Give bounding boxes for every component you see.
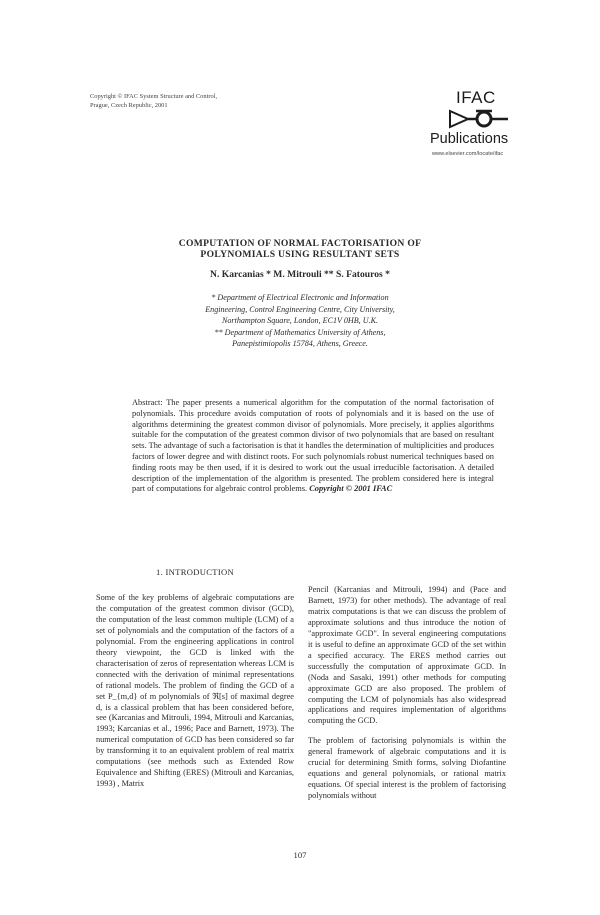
title-line-1: COMPUTATION OF NORMAL FACTORISATION OF (178, 238, 422, 249)
affiliation-line-3: Northampton Square, London, EC1V 0HB, U.K. (221, 316, 379, 326)
affiliation-line-2: Engineering, Control Engineering Centre, City University, (205, 304, 395, 314)
copyright-line-1: Copyright © IFAC System Structure and Control, (90, 93, 218, 100)
affiliation-line-1: * Department of Electrical Electronic and Information (211, 293, 389, 302)
abstract-copyright: Copyright © 2001 IFAC (309, 484, 393, 494)
intro-paragraph-1: Some of the key problems of algebraic computations are the computation of the greatest common divisor (GCD), the computation of the least common multiple (LCM) of a set of polynomials and the computation of the factors of a polynomial. From the engineering applications in control theory viewpoint, the GCD is linked with the characterisation of zeros of representation whereas LCM is connected with the derivation of minimal representations of rational models. The problem of finding the GCD of a set P_{m,d} of m polynomials of ℜ[s] of maximal degree d, is a classical problem that has been considered before, see (Karcanias and Mitrouli, 1994, Mitrouli and Karcanias, 1993; Karcanias et al., 1996; Pace and Barnett, 1973). The numerical computation of GCD has been considered so far by transforming it to an equivalent problem of real matrix computations (see methods such as Extended Row Equivalence and Shifting (ERES) (Mitrouli and Karcanias, 1993) , Matrix (96, 593, 294, 789)
section-heading-introduction: 1. INTRODUCTION (155, 567, 235, 577)
ifac-symbol-icon (448, 107, 510, 131)
affiliations (150, 292, 450, 350)
copyright-notice (90, 93, 290, 110)
logo-publications-text: Publications (430, 131, 509, 147)
logo-ifac-text: IFAC (456, 88, 496, 107)
affiliation-line-4: ** Department of Mathematics University of Athens, (214, 327, 386, 337)
title-line-2: POLYNOMIALS USING RESULTANT SETS (200, 249, 400, 260)
intro-paragraph-3: The problem of factorising polynomials is within the general framework of algebraic computations and it is crucial for determining Smith forms, solving Diofantine equations and general polynomials, or rational matrix equations. Of special interest is the problem of factorising polynomials without (308, 736, 506, 801)
logo-url: www.elsevier.com/locate/ifac (432, 151, 504, 157)
right-column (308, 585, 506, 811)
affiliation-line-5: Panepistimiopolis 15784, Athens, Greece. (232, 339, 368, 349)
page-number: 107 (293, 850, 307, 860)
abstract (132, 398, 494, 495)
copyright-line-2: Prague, Czech Republic, 2001 (90, 101, 168, 109)
paper-title (140, 238, 460, 260)
abstract-text: Abstract: The paper presents a numerical algorithm for the computation of the normal factorisation of polynomials. This procedure avoids computation of roots of polynomials and it is based on the use of algorithms determining the greatest common divisor of polynomials. More precisely, it applies algorithms suitable for the computation of the greatest common divisor of two polynomials that are based on resultant sets. The advantage of such a factorisation is that it handles the determination of multiplicities and produces factors of lower degree and with distinct roots. For such polynomials robust numerical techniques based on finding roots may be then used, if it is desired to work out the usual irreducible factorisation. A detailed description of the implementation of the algorithm is presented. The problem considered here is integral part of computations for algebraic control problems. (132, 398, 494, 494)
left-column (96, 593, 294, 799)
intro-paragraph-2: Pencil (Karcanias and Mitrouli, 1994) and (Pace and Barnett, 1973) for other methods). The advantage of real matrix computations is that we can discuss the problem of approximate solutions and thus introduce the notion of "approximate GCD". In several engineering computations it is useful to define an approximate GCD of the set within a specified accuracy. The ERES method carries out successfully the computation of approximate GCD. In (Noda and Sasaki, 1991) other methods for computing approximate GCD are also proposed. The problem of computing the LCM of polynomials has also widespread applications and requires implementation of algorithms computing the GCD. (308, 585, 506, 726)
author-list: N. Karcanias * M. Mitrouli ** S. Fatouros * (210, 269, 390, 280)
